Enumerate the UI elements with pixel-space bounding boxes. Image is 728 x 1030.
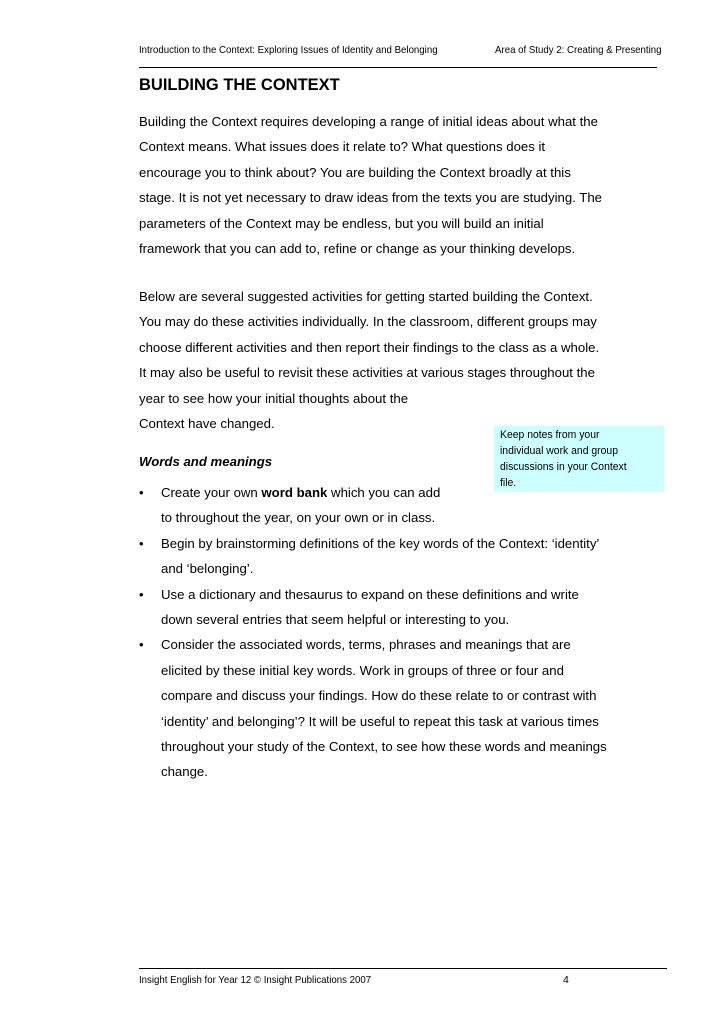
footer-rule [139,968,667,969]
bullet-text: ‘identity’ and belonging’? It will be useful to repeat this task at various times [161,713,599,729]
bullet-icon: • [139,586,144,602]
header-rule [139,67,657,68]
page-title: BUILDING THE CONTEXT [139,76,340,94]
bullet-text: and ‘belonging’. [161,561,254,577]
page-header [139,44,662,66]
bullet-text: down several entries that seem helpful or interesting to you. [161,611,510,627]
note-line: Keep notes from your [500,429,600,441]
paragraph-line: encourage you to think about? You are building the Context broadly at this [139,164,571,180]
note-line: discussions in your Context [500,461,627,473]
paragraph-line: choose different activities and then report their findings to the class as a whole. [139,339,600,355]
paragraph-line: framework that you can add to, refine or change as your thinking develops. [139,240,576,256]
bullet-text: Use a dictionary and thesaurus to expand on these definitions and write [161,586,579,602]
bullet-text: Consider the associated words, terms, phrases and meanings that are [161,637,571,653]
header-left-text: Introduction to the Context: Exploring Issues of Identity and Belonging [139,44,438,56]
bullet-text: Create your own [161,485,262,500]
header-right-text: Area of Study 2: Creating & Presenting [495,44,662,56]
paragraph-line: Context means. What issues does it relate to? What questions does it [139,139,546,155]
paragraph-line: Building the Context requires developing a range of initial ideas about what the [139,114,598,129]
bullet-text: to throughout the year, on your own or in class. [161,510,436,526]
bullet-text: throughout your study of the Context, to see how these words and meanings [161,738,607,754]
bullet-item [139,480,607,531]
paragraph-line: Context have changed. [139,415,275,431]
page-number: 4 [563,974,569,986]
bullet-item [139,582,607,633]
activities-paragraph [139,284,599,436]
note-line: file. [500,477,517,489]
note-line: individual work and group [500,445,618,457]
paragraph-line: parameters of the Context may be endless, but you will build an initial [139,215,544,231]
bullet-text: change. [161,764,208,780]
bullet-text: compare and discuss your findings. How do these relate to or contrast with [161,688,597,704]
bullet-item [139,632,607,784]
bullet-icon: • [139,637,144,653]
page-footer: Insight English for Year 12 © Insight Publications 2007 [139,974,372,986]
paragraph-line: It may also be useful to revisit these activities at various stages throughout the [139,365,595,381]
paragraph-line: Below are several suggested activities for getting started building the Context. [139,289,593,304]
bullet-text: which you can add [327,485,441,500]
bullet-icon: • [139,485,144,500]
bullet-item [139,531,607,582]
bullet-text: Begin by brainstorming definitions of the key words of the Context: ‘identity’ [161,535,600,551]
bullet-list [139,480,607,785]
intro-paragraph [139,109,602,261]
bullet-bold-term: word bank [261,485,328,500]
paragraph-line: year to see how your initial thoughts about the [139,390,409,406]
paragraph-line: stage. It is not yet necessary to draw ideas from the texts you are studying. The [139,190,603,206]
section-subheading: Words and meanings [139,454,273,469]
paragraph-line: You may do these activities individually. In the classroom, different groups may [139,314,597,330]
bullet-icon: • [139,535,144,551]
bullet-text: elicited by these initial key words. Work in groups of three or four and [161,662,564,678]
